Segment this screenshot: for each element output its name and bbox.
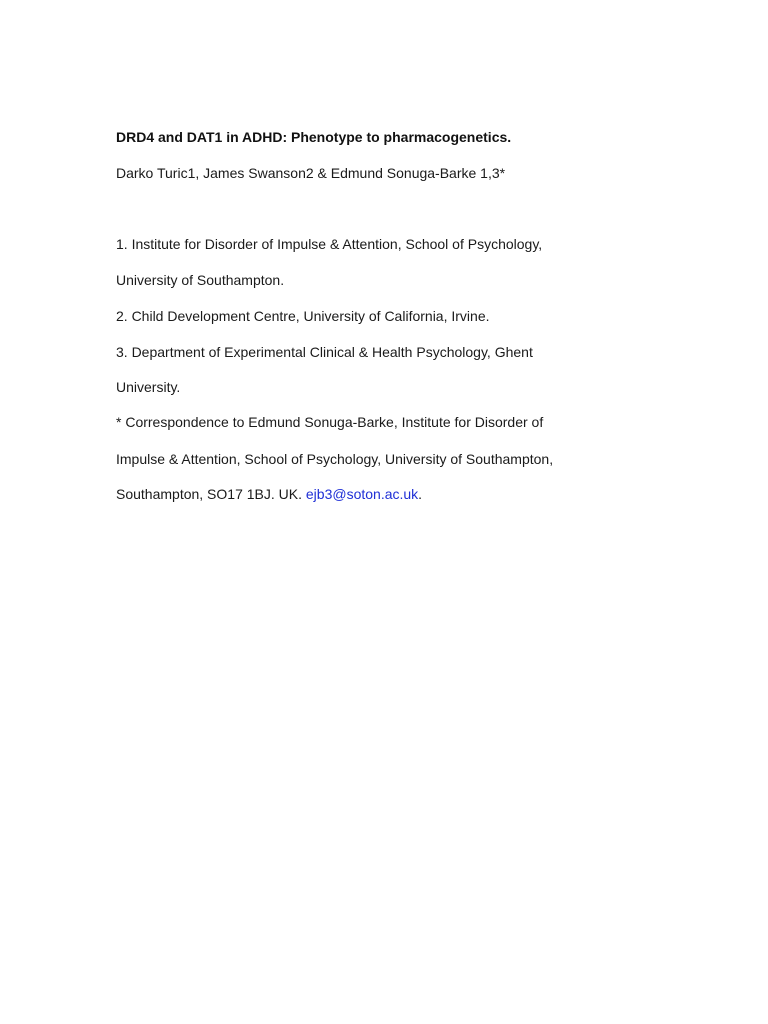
paper-title: DRD4 and DAT1 in ADHD: Phenotype to pharmacogenetics. [116,129,512,145]
correspondence-trailing-period: . [418,486,423,502]
affiliation-3-line-1: 3. Department of Experimental Clinical & Health Psychology, Ghent [116,344,533,360]
correspondence-line-1: * Correspondence to Edmund Sonuga-Barke, Institute for Disorder of [116,414,544,430]
correspondence-address: Southampton, SO17 1BJ. UK. [116,486,306,502]
email-link[interactable]: ejb3@soton.ac.uk [305,486,419,502]
affiliation-3-line-2: University. [116,379,181,395]
author-list: Darko Turic1, James Swanson2 & Edmund Sonuga-Barke 1,3* [116,165,506,181]
affiliation-2: 2. Child Development Centre, University of California, Irvine. [116,308,490,324]
correspondence-line-2: Impulse & Attention, School of Psychology, University of Southampton, [116,451,554,467]
affiliation-1-line-1: 1. Institute for Disorder of Impulse & Attention, School of Psychology, [116,236,543,252]
correspondence-line-3 [116,485,422,503]
affiliation-1-line-2: University of Southampton. [116,272,285,288]
